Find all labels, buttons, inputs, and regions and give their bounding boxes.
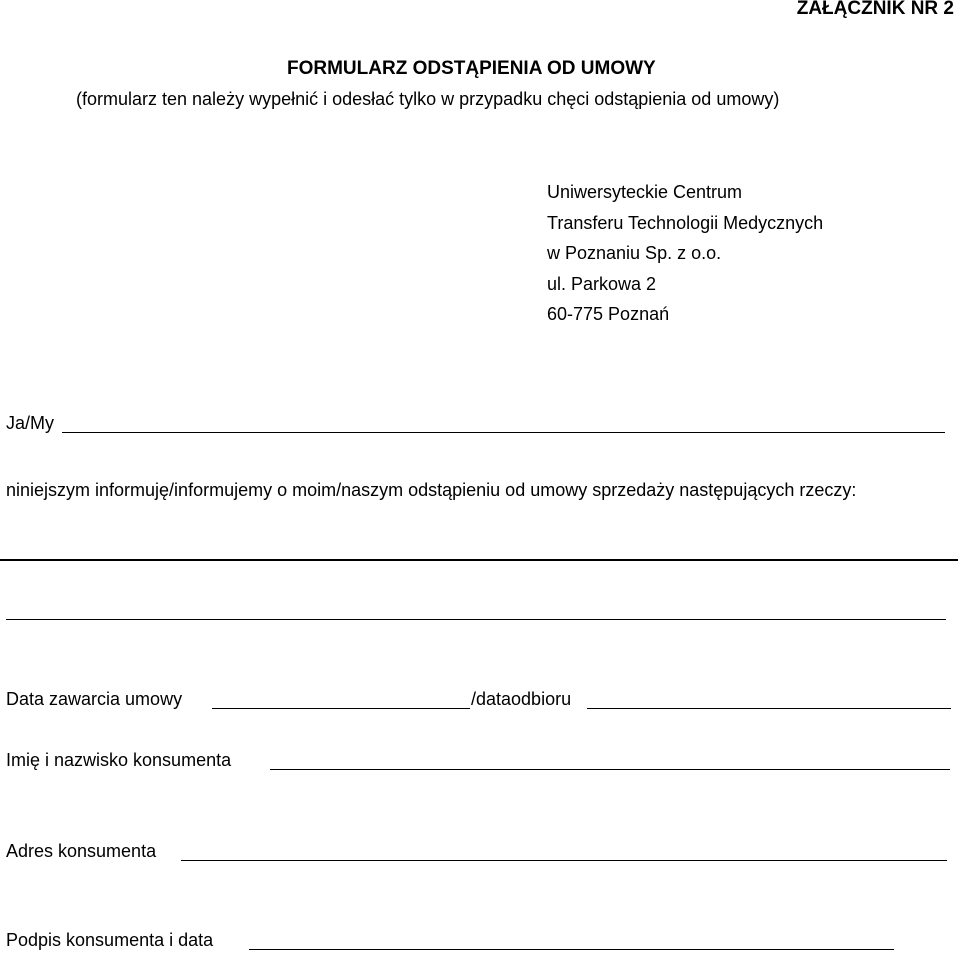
receipt-date-field-line[interactable] xyxy=(587,708,951,709)
consumer-address-field-line[interactable] xyxy=(181,860,947,861)
consumer-name-label: Imię i nazwisko konsumenta xyxy=(6,750,232,770)
contract-date-field-line[interactable] xyxy=(212,708,470,709)
recipient-line-5: 60-775 Poznań xyxy=(547,304,670,324)
ja-my-label: Ja/My xyxy=(6,413,55,433)
recipient-address xyxy=(547,177,823,330)
recipient-line-4: ul. Parkowa 2 xyxy=(547,273,657,294)
consumer-signature-field-line[interactable] xyxy=(249,949,894,950)
goods-field-line-2[interactable] xyxy=(6,619,946,620)
form-title: FORMULARZ ODSTĄPIENIA OD UMOWY xyxy=(287,58,656,79)
attachment-number: ZAŁĄCZNIK NR 2 xyxy=(796,0,954,19)
recipient-line-2: Transferu Technologii Medycznych xyxy=(547,212,824,233)
recipient-line-3: w Poznaniu Sp. z o.o. xyxy=(547,243,722,263)
goods-field-line-1[interactable] xyxy=(0,559,958,561)
receipt-date-label: /dataodbioru xyxy=(471,689,572,709)
consumer-address-label: Adres konsumenta xyxy=(6,841,157,861)
consumer-name-field-line[interactable] xyxy=(270,769,950,770)
contract-date-label: Data zawarcia umowy xyxy=(6,689,183,709)
form-subtitle: (formularz ten należy wypełnić i odesłać tylko w przypadku chęci odstąpienia od umowy) xyxy=(76,89,780,109)
ja-my-field-line[interactable] xyxy=(62,432,945,433)
recipient-line-1: Uniwersyteckie Centrum xyxy=(547,182,743,202)
withdrawal-statement: niniejszym informuję/informujemy o moim/naszym odstąpieniu od umowy sprzedaży następujących rzeczy: xyxy=(6,480,857,500)
consumer-signature-label: Podpis konsumenta i data xyxy=(6,930,214,950)
